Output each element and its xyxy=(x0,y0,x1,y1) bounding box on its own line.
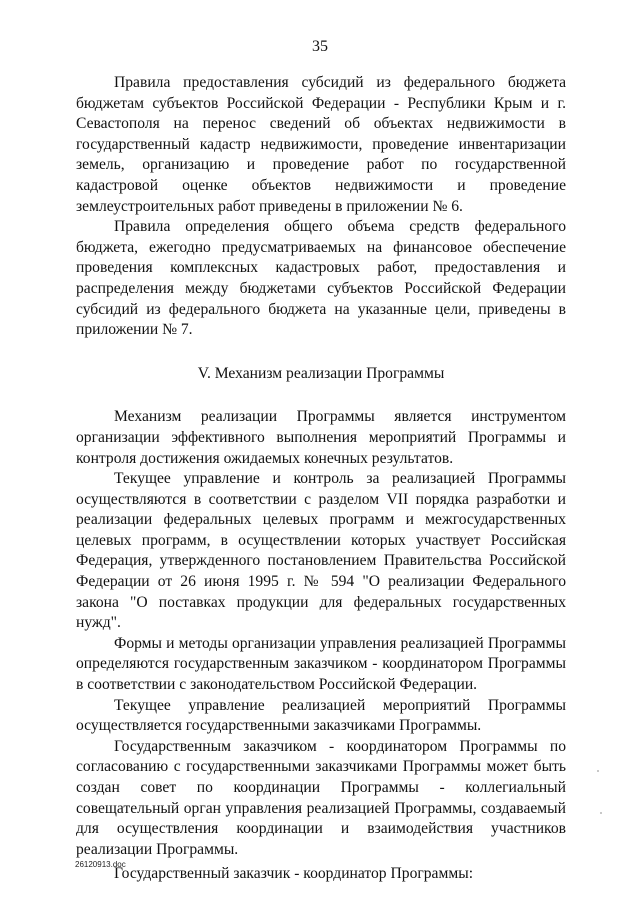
document-body xyxy=(76,73,566,885)
paragraph-budget-rules: Правила определения общего объема средств федерального бюджета, ежегодно предусматриваемых на финансовое обеспечение проведения комплексных кадастровых работ, предоставления и распределения между бюджетами субъектов Российской Федерации субсидий из федерального бюджета на указанные цели, приведены в приложении № 7. xyxy=(76,218,566,339)
footer-filename: 26120913.doc xyxy=(75,860,126,869)
paragraph-current-control: Текущее управление и контроль за реализацией Программы осуществляются в соответствии с разделом VII порядка разработки и реализации федеральных целевых программ и межгосударственных целевых программ, в осуществлении которых участвует Российская Федерация, утвержденного постановлением Правительства Российской Федерации от 26 июня 1995 г. № 594 "О реализации Федерального закона "О поставках продукции для федеральных государственных нужд". xyxy=(76,470,566,632)
paragraph-current-management: Текущее управление реализацией мероприятий Программы осуществляется государственными заказчиками Программы. xyxy=(76,696,566,735)
scan-artifact xyxy=(600,812,602,814)
paragraph-coordinator-duties: Государственный заказчик - координатор Программы: xyxy=(114,865,474,883)
paragraph-subsidy-rules: Правила предоставления субсидий из федерального бюджета бюджетам субъектов Российской Федерации - Республики Крым и г. Севастополя на перенос сведений об объектах недвижимости в государственный кадастр недвижимости, проведение инвентаризации земель, организацию и проведение работ по государственной кадастровой оценке объектов недвижимости и проведение землеустроительных работ приведены в приложении № 6. xyxy=(76,74,566,215)
section-heading: V. Механизм реализации Программы xyxy=(197,364,445,382)
paragraph-mechanism: Механизм реализации Программы является инструментом организации эффективного выполнения мероприятий Программы и контроля достижения ожидаемых конечных результатов. xyxy=(76,408,566,467)
paragraph-coordination-council: Государственным заказчиком - координатором Программы по согласованию с государственными заказчиками Программы может быть создан совет по координации Программы - коллегиальный совещательный орган управления реализацией Программы, создаваемый для осуществления координации и взаимодействия участников реализации Программы. xyxy=(76,737,566,858)
paragraph-forms-methods: Формы и методы организации управления реализацией Программы определяются государственным заказчиком - координатором Программы в соответствии с законодательством Российской Федерации. xyxy=(76,634,566,694)
page-number: 35 xyxy=(312,38,328,55)
scan-artifact xyxy=(597,770,599,772)
